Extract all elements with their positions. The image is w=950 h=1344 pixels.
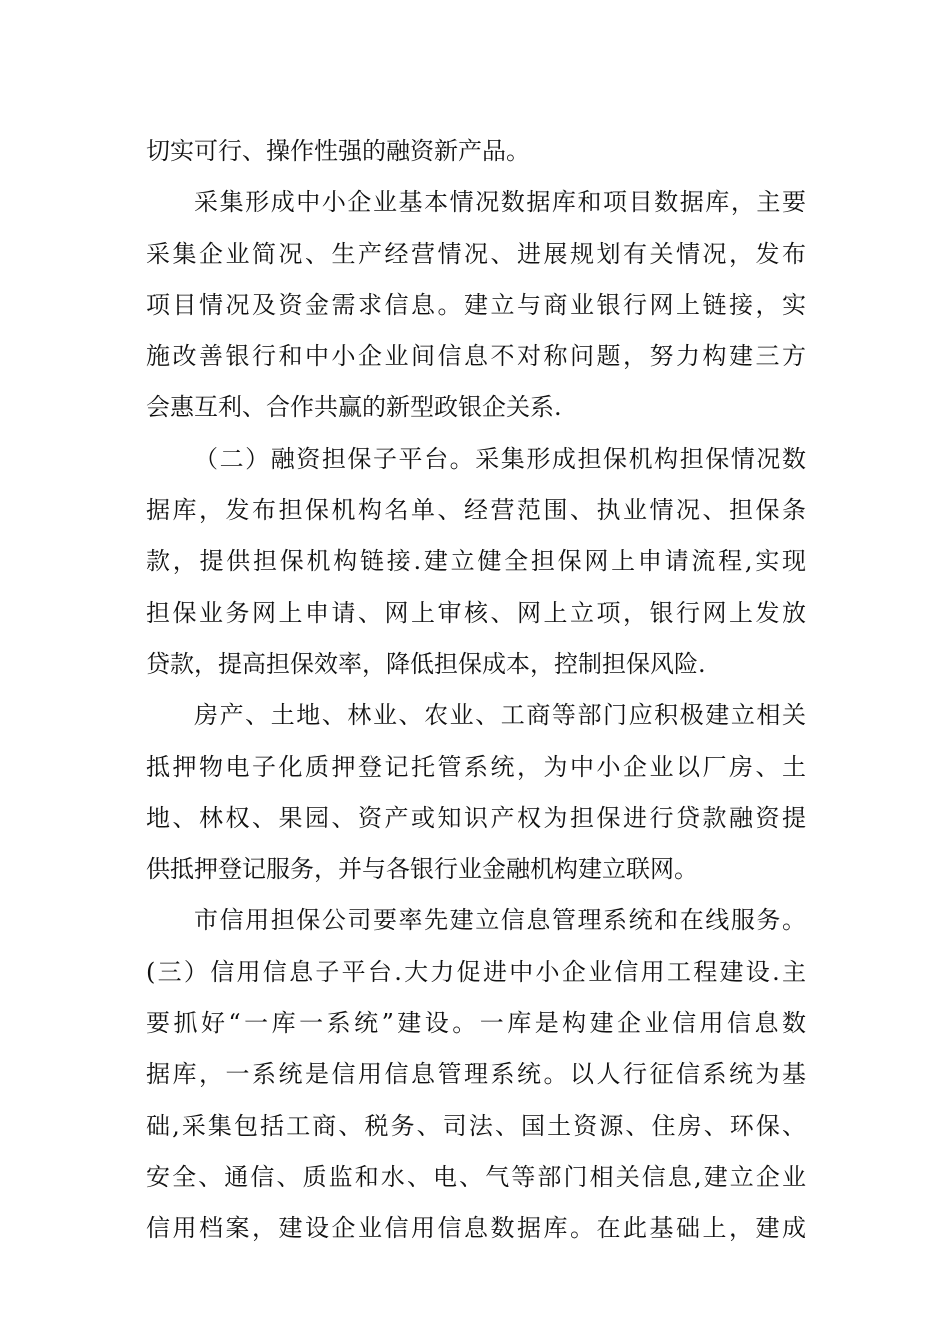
text-line: 担保业务网上申请、网上审核、网上立项，银行网上发放: [146, 598, 806, 627]
text-line: 础,采集包括工商、税务、司法、国土资源、住房、环保、: [146, 1111, 806, 1140]
text-line: 采集企业简况、生产经营情况、进展规划有关情况，发布: [146, 239, 806, 268]
text-line: 施改善银行和中小企业间信息不对称问题，努力构建三方: [146, 342, 806, 371]
text-line: 要抓好“一库一系统”建设。一库是构建企业信用信息数: [146, 1009, 806, 1038]
text-line: 据库，一系统是信用信息管理系统。以人行征信系统为基: [146, 1060, 806, 1089]
text-line: 安全、通信、质监和水、电、气等部门相关信息,建立企业: [146, 1162, 806, 1191]
text-line: 供抵押登记服务，并与各银行业金融机构建立联网。: [146, 855, 698, 884]
text-line: 信用档案，建设企业信用信息数据库。在此基础上，建成: [146, 1214, 806, 1243]
text-line: 地、林权、果园、资产或知识产权为担保进行贷款融资提: [146, 803, 806, 832]
text-line: 会惠互利、合作共赢的新型政银企关系.: [146, 393, 562, 422]
text-line: 市信用担保公司要率先建立信息管理系统和在线服务。: [194, 906, 806, 935]
text-line: 抵押物电子化质押登记托管系统，为中小企业以厂房、土: [146, 752, 806, 781]
text-line: 房产、土地、林业、农业、工商等部门应积极建立相关: [194, 701, 806, 730]
text-line: 采集形成中小企业基本情况数据库和项目数据库，主要: [194, 188, 806, 217]
text-line: 项目情况及资金需求信息。建立与商业银行网上链接，实: [146, 290, 806, 319]
text-line: 切实可行、操作性强的融资新产品。: [146, 137, 530, 165]
text-line: 贷款，提高担保效率，降低担保成本，控制担保风险.: [146, 649, 706, 678]
text-line: 款，提供担保机构链接.建立健全担保网上申请流程,实现: [146, 547, 806, 576]
text-line: （二）融资担保子平台。采集形成担保机构担保情况数: [194, 444, 806, 473]
text-line: 据库，发布担保机构名单、经营范围、执业情况、担保条: [146, 496, 806, 525]
body-text: [146, 126, 806, 1255]
text-line: (三）信用信息子平台.大力促进中小企业信用工程建设.主: [146, 957, 806, 986]
